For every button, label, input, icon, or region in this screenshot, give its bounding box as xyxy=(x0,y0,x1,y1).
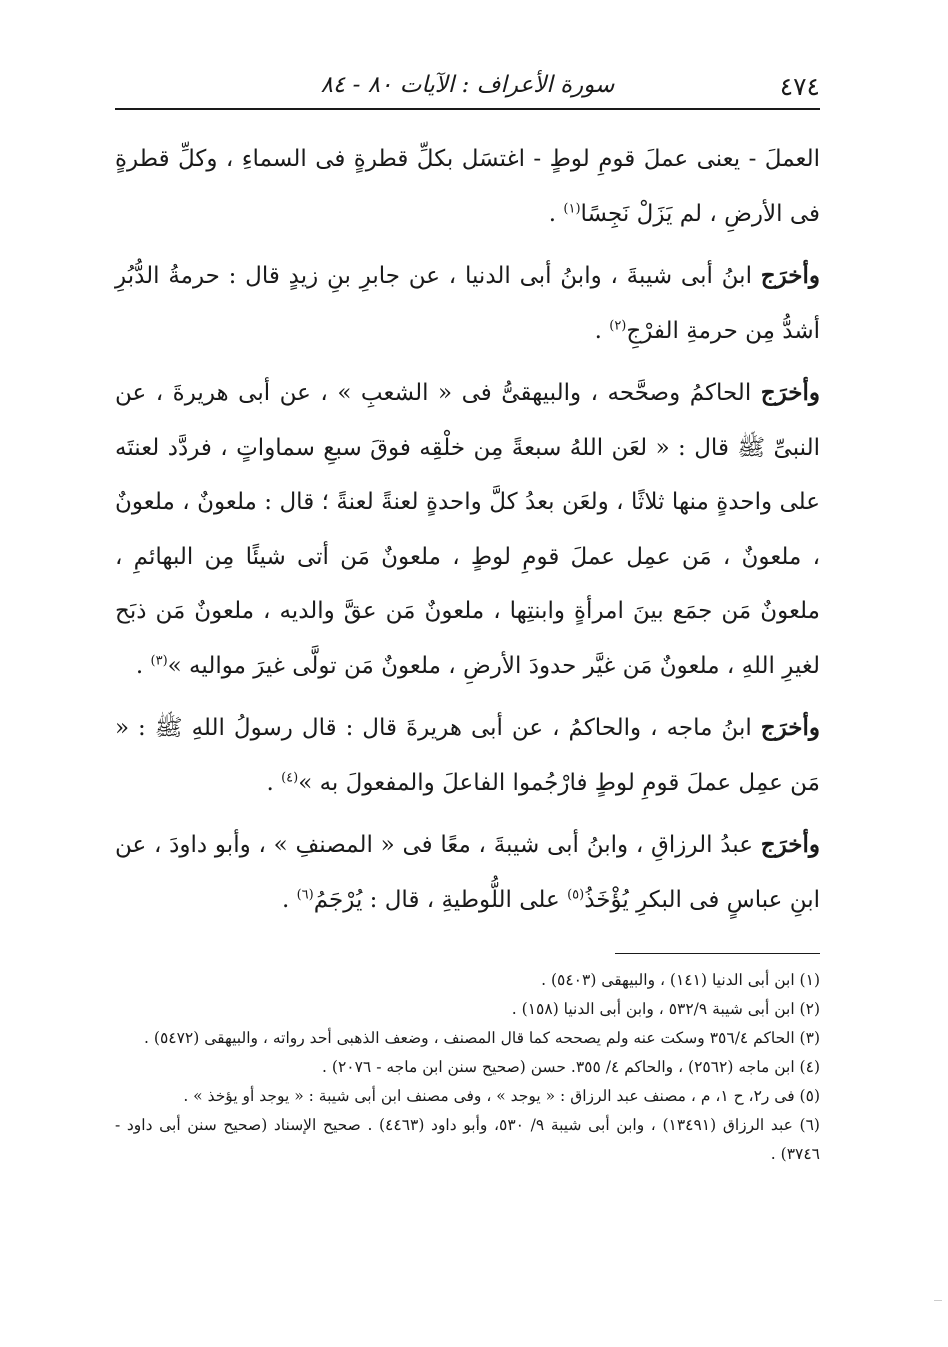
footnote-separator xyxy=(615,953,820,954)
paragraph-text-continued: على اللُّوطيةِ ، قال : يُرْجَمُ xyxy=(313,886,568,913)
paragraph xyxy=(115,818,820,927)
footnote-reference: (٢) xyxy=(609,317,627,333)
paragraph xyxy=(115,366,820,693)
paragraph-end: . xyxy=(594,317,610,344)
paragraph-text: ابنُ ماجه ، والحاكمُ ، عن أبى هريرةَ قال : قال رسولُ اللهِ ﷺ : « مَن عمِل عملَ قومِ لوطٍ فارْجُموا الفاعلَ والمفعولَ به » xyxy=(115,715,820,796)
scan-edge-mark xyxy=(934,1300,942,1301)
paragraph-lead-word: وأخرَج xyxy=(760,831,820,858)
footnote-reference: (١) xyxy=(563,200,581,216)
paragraph xyxy=(115,132,820,241)
footnote: (٦) عبد الرزاق (١٣٤٩١) ، وابن أبى شيبة ٩/ ٥٣٠، وأبو داود (٤٤٦٣) . صحيح الإسناد (صحيح سنن أبى داود - ٣٧٤٦) . xyxy=(115,1116,820,1163)
footnote: (١) ابن أبى الدنيا (١٤١) ، والبيهقى (٥٤٠٣) . xyxy=(541,971,820,989)
paragraph-end: . xyxy=(135,652,151,679)
paragraph xyxy=(115,701,820,810)
running-header xyxy=(115,60,820,110)
paragraph-text: ابنُ أبى شيبةَ ، وابنُ أبى الدنيا ، عن جابرِ بنِ زيدٍ قال : حرمةُ الدُّبُرِ أشدُّ مِن حرمةِ الفرْجِ xyxy=(115,263,820,344)
paragraph-lead-word: وأخرَج xyxy=(760,714,820,741)
footnote: (٥) فى ر٢، ح ١، م ، مصنف عبد الرزاق : « يوجد » ، وفى مصنف ابن أبى شيبة : « يوجد أو يؤخذ » . xyxy=(183,1087,820,1105)
footnote-reference: (٦) xyxy=(296,886,314,902)
paragraph xyxy=(115,249,820,358)
page-number: ٤٧٤ xyxy=(779,72,820,101)
main-text xyxy=(115,132,820,927)
footnote-reference: (٥) xyxy=(567,886,585,902)
paragraph-end: . xyxy=(266,769,282,796)
page xyxy=(115,60,820,1320)
footnotes xyxy=(115,966,820,1169)
surah-title: سورة الأعراف : الآيات ٨٠ - ٨٤ xyxy=(320,72,615,98)
footnote: (٤) ابن ماجه (٢٥٦٢) ، والحاكم ٤/ ٣٥٥. حسن (صحيح سنن ابن ماجه - ٢٠٧٦) . xyxy=(322,1058,820,1076)
paragraph-lead-word: وأخرَج xyxy=(760,262,820,289)
paragraph-text: عبدُ الرزاقِ ، وابنُ أبى شيبةَ ، معًا فى « المصنفِ » ، وأبو داودَ ، عن ابنِ عباسٍ فى البكرِ يُؤْخَذُ xyxy=(115,832,820,913)
paragraph-end: . xyxy=(548,200,564,227)
paragraph-lead-word: وأخرَج xyxy=(760,379,820,406)
footnote: (٣) الحاكم ٣٥٦/٤ وسكت عنه ولم يصححه كما قال المصنف ، وضعف الذهبى أحد رواته ، والبيهقى (٥٤٧٢) . xyxy=(144,1029,820,1047)
paragraph-text: العملَ - يعنى عملَ قومِ لوطٍ - اغتسَل بكلِّ قطرةٍ فى السماءِ ، وكلِّ قطرةٍ فى الأرضِ ، لم يَزَلْ نَجِسًا xyxy=(115,146,820,227)
footnote: (٢) ابن أبى شيبة ٥٣٢/٩ ، وابن أبى الدنيا (١٥٨) . xyxy=(511,1000,820,1018)
paragraph-end: . xyxy=(281,886,297,913)
paragraph-text: الحاكمُ وصحَّحه ، والبيهقىُّ فى « الشعبِ » ، عن أبى هريرةَ ، عن النبىِّ ﷺ قال : « لعَن اللهُ سبعةً مِن خلْقِه فوقَ سبعِ سماواتٍ ، فردَّد لعنتَه على واحدةٍ منها ثلاثًا ، ولعَن بعدُ كلَّ واحدةٍ لعنةً لعنةً ؛ قال : ملعونٌ ، ملعونٌ ، ملعونٌ ، مَن عمِل عملَ قومِ لوطٍ ، ملعونٌ مَن أتى شيئًا مِن البهائمِ ، ملعونٌ مَن جمَع بينَ امرأةٍ وابنتِها ، ملعونٌ مَن عقَّ والديه ، ملعونٌ مَن ذبَح لغيرِ اللهِ ، ملعونٌ مَن غيَّر حدودَ الأرضِ ، ملعونٌ مَن تولَّى غيرَ مواليه » xyxy=(115,380,820,679)
footnote-reference: (٣) xyxy=(150,652,168,668)
footnote-reference: (٤) xyxy=(281,769,299,785)
